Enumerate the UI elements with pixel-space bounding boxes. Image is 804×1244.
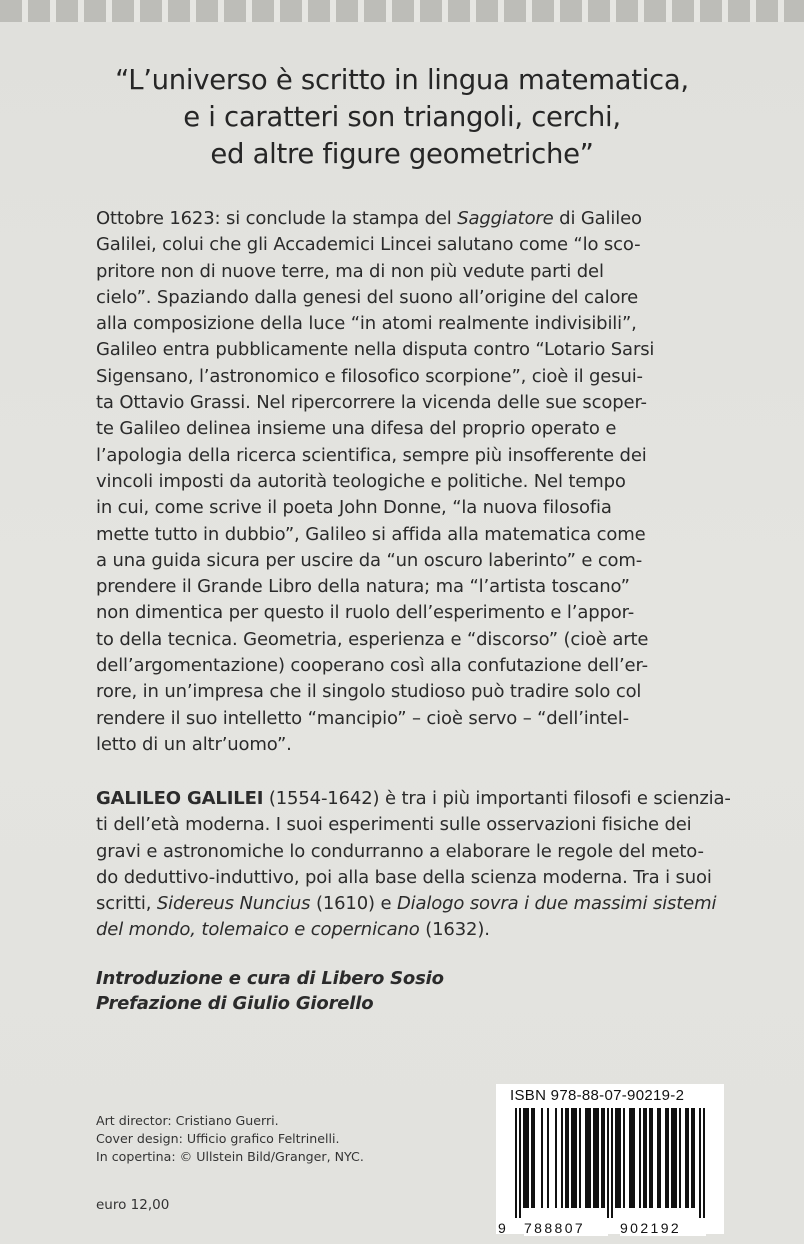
- barcode-bar: [639, 1108, 641, 1208]
- ean-barcode: [505, 1108, 715, 1218]
- barcode-bar: [603, 1108, 605, 1208]
- cover-design-credit: Cover design: Ufficio grafico Feltrinelli.: [96, 1131, 340, 1147]
- barcode-bar: [657, 1108, 659, 1208]
- ean-first-digit: 9: [498, 1220, 506, 1236]
- description-line: in cui, come scrive il poeta John Donne, “la nuova filosofia: [96, 497, 612, 519]
- bio-text: (1610) e: [310, 893, 397, 915]
- barcode-bar: [533, 1108, 535, 1208]
- price-label: euro 12,00: [96, 1197, 170, 1213]
- bio-line: [96, 917, 716, 943]
- description-line: ta Ottavio Grassi. Nel ripercorrere la vicenda delle sue scoper-: [96, 392, 647, 414]
- description-line: letto di un altr’uomo”.: [96, 733, 292, 755]
- barcode-bar: [565, 1108, 567, 1208]
- quote-line: “L’universo è scritto in lingua matematica,: [115, 64, 689, 96]
- introduction-credit: Introduzione e cura di Libero Sosio: [96, 968, 444, 989]
- author-name: GALILEO GALILEI: [96, 788, 264, 809]
- barcode-bar: [597, 1108, 599, 1208]
- barcode-bar: [631, 1108, 633, 1208]
- title-dialogo: Dialogo sovra i due massimi sistemi: [396, 893, 717, 915]
- barcode-bar: [615, 1108, 617, 1208]
- description-line: non dimentica per questo il ruolo dell’esperimento e l’appor-: [96, 602, 635, 624]
- barcode-bar: [643, 1108, 645, 1208]
- barcode-bar: [589, 1108, 591, 1208]
- barcode-bar: [575, 1108, 577, 1208]
- barcode-bar: [619, 1108, 621, 1208]
- barcode-bar: [691, 1108, 693, 1208]
- barcode-bar: [527, 1108, 529, 1208]
- bio-line: ti dell’età moderna. I suoi esperimenti sulle osservazioni fisiche dei: [96, 814, 692, 836]
- description-line: vincoli imposti da autorità teologiche e politiche. Nel tempo: [96, 470, 626, 492]
- top-stripe-border: [0, 0, 804, 22]
- bio-text: scritti,: [96, 893, 157, 915]
- barcode-bar: [573, 1108, 575, 1208]
- cover-quote: [40, 62, 764, 173]
- barcode-guard-bar: [515, 1108, 517, 1218]
- isbn-label: ISBN 978-88-07-90219-2: [510, 1087, 685, 1104]
- barcode-bar: [673, 1108, 675, 1208]
- description-line: Galilei, colui che gli Accademici Lincei salutano come “lo sco-: [96, 234, 641, 256]
- art-director-credit: Art director: Cristiano Guerri.: [96, 1113, 279, 1128]
- barcode-guard-bar: [519, 1108, 521, 1218]
- book-description: [96, 206, 716, 758]
- description-line: Galileo entra pubblicamente nella disputa contro “Lotario Sarsi: [96, 339, 655, 361]
- barcode-bar: [633, 1108, 635, 1208]
- bio-line: [96, 786, 731, 812]
- barcode-bar: [623, 1108, 625, 1208]
- barcode-bar: [587, 1108, 589, 1208]
- barcode-bar: [667, 1108, 669, 1208]
- barcode-bar: [645, 1108, 647, 1208]
- barcode-bar: [679, 1108, 681, 1208]
- description-line: a una guida sicura per uscire da “un oscuro laberinto” e com-: [96, 549, 643, 571]
- barcode-bar: [675, 1108, 677, 1208]
- barcode-bar: [651, 1108, 653, 1208]
- barcode-bar: [617, 1108, 619, 1208]
- barcode-bar: [523, 1108, 525, 1208]
- description-line: alla composizione della luce “in atomi realmente indivisibili”,: [96, 313, 637, 335]
- barcode-bar: [685, 1108, 687, 1208]
- preface-credit: Prefazione di Giulio Giorello: [96, 993, 374, 1014]
- quote-line: ed altre figure geometriche”: [210, 138, 594, 170]
- description-line: l’apologia della ricerca scientifica, sempre più insofferente dei: [96, 444, 647, 466]
- barcode-bar: [665, 1108, 667, 1208]
- barcode-bar: [571, 1108, 573, 1208]
- barcode-guard-bar: [611, 1108, 613, 1218]
- barcode-guard-bar: [607, 1108, 609, 1218]
- barcode-bar: [593, 1108, 595, 1208]
- bio-text: (1632).: [419, 919, 490, 941]
- description-line: prendere il Grande Libro della natura; ma “l’artista toscano”: [96, 576, 630, 598]
- title-dialogo-cont: del mondo, tolemaico e copernicano: [96, 919, 420, 941]
- imprint-credits: [96, 1112, 516, 1167]
- barcode-bar: [629, 1108, 631, 1208]
- quote-line: e i caratteri son triangoli, cerchi,: [183, 101, 621, 133]
- barcode-bar: [541, 1108, 543, 1208]
- barcode-bar: [659, 1108, 661, 1208]
- description-text: di Galileo: [553, 208, 642, 229]
- description-line: pritore non di nuove terre, ma di non più vedute parti del: [96, 260, 604, 282]
- barcode-bar: [561, 1108, 563, 1208]
- description-line: cielo”. Spaziando dalla genesi del suono all’origine del calore: [96, 286, 639, 308]
- barcode-bar: [579, 1108, 581, 1208]
- editorial-credits: [96, 966, 716, 1016]
- barcode-guard-bar: [703, 1108, 705, 1218]
- barcode-bar: [585, 1108, 587, 1208]
- description-line: te Galileo delinea insieme una difesa del proprio operato e: [96, 418, 617, 440]
- description-line: [96, 206, 716, 232]
- barcode-bar: [671, 1108, 673, 1208]
- description-line: rendere il suo intelletto “mancipio” – cioè servo – “dell’intel-: [96, 707, 629, 729]
- bio-text: (1554-1642) è tra i più importanti filosofi e scienzia-: [263, 788, 731, 809]
- barcode-bar: [601, 1108, 603, 1208]
- barcode-bar: [693, 1108, 695, 1208]
- bio-line: do deduttivo-induttivo, poi alla base della scienza moderna. Tra i suoi: [96, 866, 712, 888]
- barcode-bar: [595, 1108, 597, 1208]
- description-line: mette tutto in dubbio”, Galileo si affida alla matematica come: [96, 523, 646, 545]
- barcode-bar: [531, 1108, 533, 1208]
- barcode-bar: [555, 1108, 557, 1208]
- barcode-bar: [687, 1108, 689, 1208]
- title-sidereus-nuncius: Sidereus Nuncius: [156, 893, 311, 915]
- bio-line: gravi e astronomiche lo condurranno a elaborare le regole del meto-: [96, 840, 704, 862]
- cover-image-credit: In copertina: © Ullstein Bild/Granger, NYC.: [96, 1149, 364, 1165]
- description-line: dell’argomentazione) cooperano così alla confutazione dell’er-: [96, 655, 648, 677]
- barcode-bar: [525, 1108, 527, 1208]
- barcode-bar: [567, 1108, 569, 1208]
- description-line: Sigensano, l’astronomico e filosofico scorpione”, cioè il gesui-: [96, 365, 643, 387]
- bio-line: [96, 891, 716, 917]
- barcode-bar: [649, 1108, 651, 1208]
- ean-right-group: 902192: [620, 1220, 706, 1236]
- ean-left-group: 788807: [524, 1220, 608, 1236]
- description-line: rore, in un’impresa che il singolo studioso può tradire solo col: [96, 681, 642, 703]
- barcode-bar: [547, 1108, 549, 1208]
- title-saggiatore: Saggiatore: [457, 208, 554, 229]
- author-bio: [96, 786, 731, 944]
- description-line: to della tecnica. Geometria, esperienza e “discorso” (cioè arte: [96, 628, 649, 650]
- description-text: Ottobre 1623: si conclude la stampa del: [96, 208, 458, 229]
- barcode-guard-bar: [699, 1108, 701, 1218]
